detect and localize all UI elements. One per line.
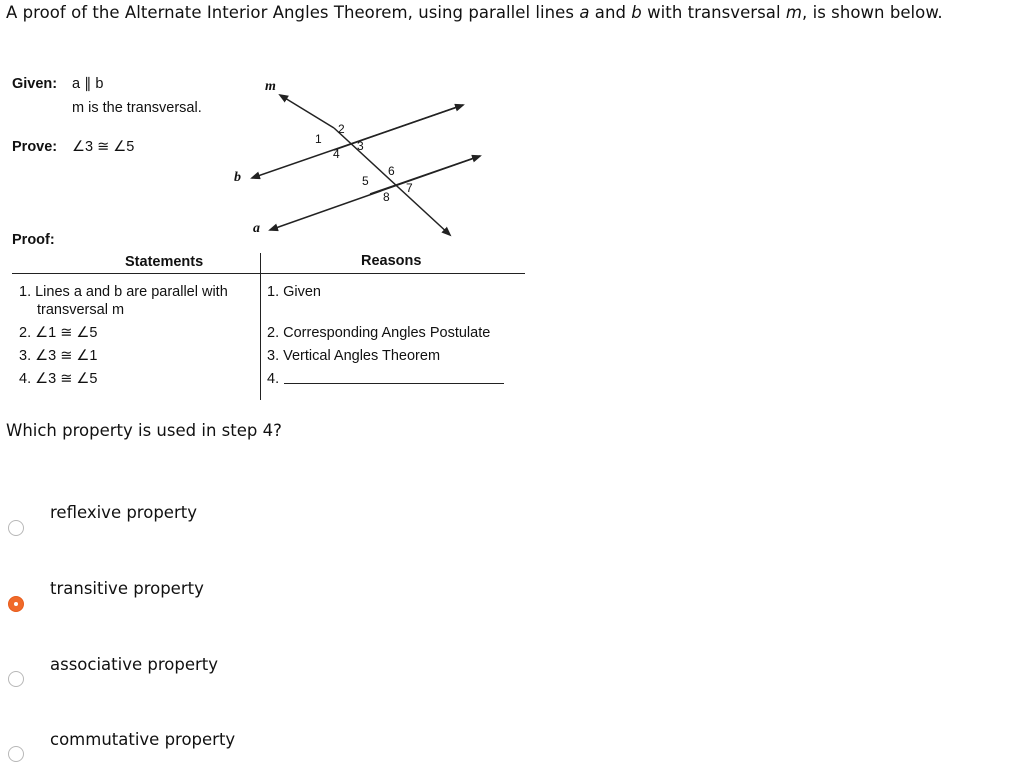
angle-label-5: 5 — [362, 174, 369, 188]
question-intro-4: , is shown below. — [802, 3, 943, 22]
statements-header: Statements — [125, 254, 204, 270]
angle-label-2: 2 — [338, 122, 345, 136]
question-intro-1: A proof of the Alternate Interior Angles Theorem, using parallel lines — [6, 3, 580, 22]
option-transitive-label[interactable]: transitive property — [50, 579, 204, 598]
option-commutative-radio[interactable] — [8, 746, 24, 762]
reason-3: 3. Vertical Angles Theorem — [267, 348, 441, 364]
statement-1a: 1. Lines a and b are parallel with — [19, 284, 228, 300]
reason-4-blank — [284, 383, 504, 384]
statement-4: 4. ∠3 ≅ ∠5 — [19, 371, 98, 387]
statement-3: 3. ∠3 ≅ ∠1 — [19, 348, 98, 364]
statement-2: 2. ∠1 ≅ ∠5 — [19, 325, 98, 341]
table-column-rule — [260, 253, 261, 400]
question-line-b: b — [631, 3, 642, 22]
angle-label-1: 1 — [315, 132, 322, 146]
angle-label-3: 3 — [357, 139, 364, 153]
angle-label-7: 7 — [406, 181, 413, 195]
question-line-a: a — [579, 3, 590, 22]
proof-figure — [0, 60, 540, 410]
question-intro-3: with transversal — [641, 3, 786, 22]
reason-4: 4. — [267, 371, 280, 387]
label-m: m — [265, 79, 276, 94]
parallel-lines-diagram — [220, 70, 490, 245]
option-associative-radio[interactable] — [8, 671, 24, 687]
question-header — [6, 3, 943, 22]
option-commutative-label[interactable]: commutative property — [50, 730, 236, 749]
question-line-m: m — [785, 3, 803, 22]
label-b: b — [234, 170, 241, 185]
table-header-rule — [12, 273, 525, 274]
proof-label: Proof: — [12, 232, 55, 248]
parallel-line-b-right — [334, 105, 463, 150]
given-label: Given: — [12, 76, 58, 92]
given-text-2: m is the transversal. — [72, 100, 202, 116]
question-prompt: Which property is used in step 4? — [6, 421, 282, 440]
option-associative-label[interactable]: associative property — [50, 655, 219, 674]
prove-text: ∠3 ≅ ∠5 — [72, 139, 135, 155]
transversal-line-m — [280, 95, 334, 128]
option-transitive-radio[interactable] — [8, 596, 24, 612]
angle-label-6: 6 — [388, 164, 395, 178]
reason-1: 1. Given — [267, 284, 321, 300]
given-text: a ∥ b — [72, 76, 104, 92]
angle-label-4: 4 — [333, 147, 340, 161]
question-intro-2: and — [589, 3, 632, 22]
option-reflexive-label[interactable]: reflexive property — [50, 503, 197, 522]
reason-2: 2. Corresponding Angles Postulate — [267, 325, 491, 341]
label-a: a — [253, 221, 260, 236]
parallel-line-a-right — [370, 156, 480, 194]
statement-1b: transversal m — [37, 302, 125, 318]
reasons-header: Reasons — [361, 253, 422, 269]
prove-label: Prove: — [12, 139, 58, 155]
option-reflexive-radio[interactable] — [8, 520, 24, 536]
angle-label-8: 8 — [383, 190, 390, 204]
